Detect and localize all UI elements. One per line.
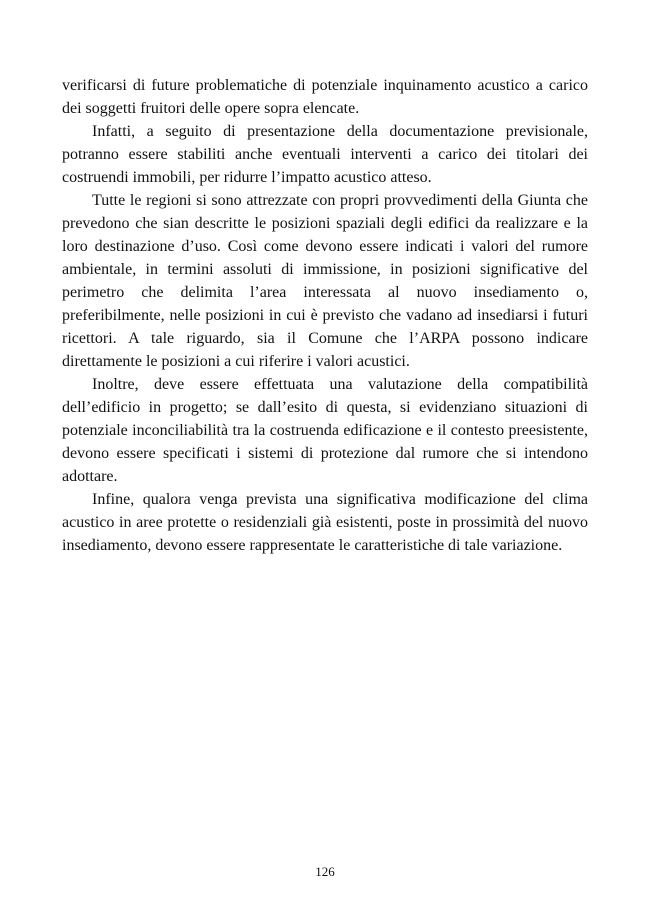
- paragraph: Tutte le regioni si sono attrezzate con propri provvedimenti della Giunta che prevedono che sian descritte le posizioni spaziali degli edifici da realizzare e la loro destinazione d’uso. Così come devono essere indicati i valori del rumore ambientale, in termini assoluti di immissione, in posizioni significative del perimetro che delimita l’area interessata al nuovo insediamento o, preferibilmente, nelle posizioni in cui è previsto che vadano ad insediarsi i futuri ricettori. A tale riguardo, sia il Comune che l’ARPA possono indicare direttamente le posizioni a cui riferire i valori acustici.: [62, 192, 588, 370]
- page-number: 126: [315, 864, 335, 879]
- body-text: [62, 74, 588, 557]
- paragraph-continuation: verificarsi di future problematiche di potenziale inquinamento acustico a carico dei soggetti fruitori delle opere sopra elencate.: [62, 77, 588, 117]
- paragraph: Infine, qualora venga prevista una significativa modificazione del clima acustico in aree protette o residenziali già esistenti, poste in prossimità del nuovo insediamento, devono essere rappresentate le caratteristiche di tale variazione.: [62, 491, 588, 554]
- paragraph: Inoltre, deve essere effettuata una valutazione della compatibilità dell’edificio in progetto; se dall’esito di questa, si evidenziano situazioni di potenziale inconciliabilità tra la costruenda edificazione e il contesto preesistente, devono essere specificati i sistemi di protezione dal rumore che si intendono adottare.: [62, 376, 588, 485]
- paragraph: Infatti, a seguito di presentazione della documentazione previsionale, potranno essere stabiliti anche eventuali interventi a carico dei titolari dei costruendi immobili, per ridurre l’impatto acustico atteso.: [62, 123, 588, 186]
